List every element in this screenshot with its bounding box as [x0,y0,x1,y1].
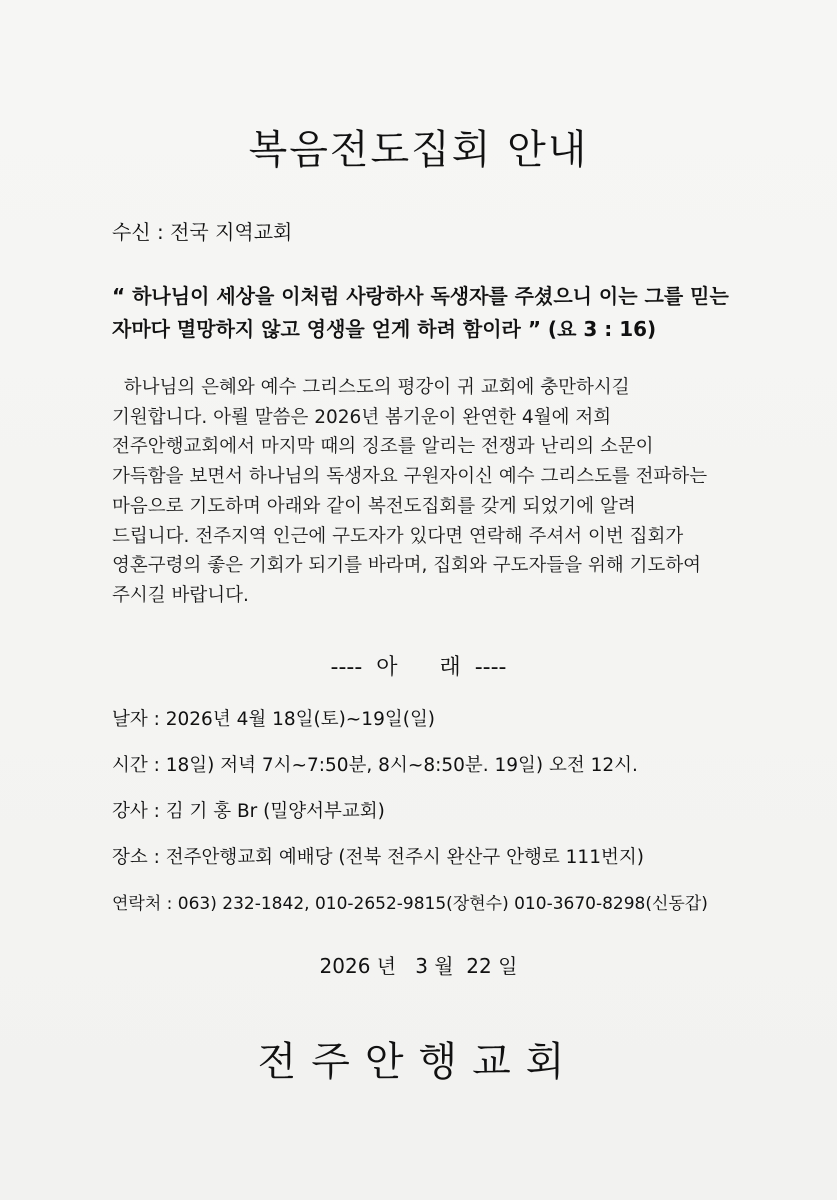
body-line: 영혼구령의 좋은 기회가 되기를 바라며, 집회와 구도자들을 위해 기도하여 [112,555,702,577]
verse-line: 자마다 멸망하지 않고 영생을 얻게 하려 함이라 ” (요 3 : 16) [112,317,657,341]
body-line: 전주안행교회에서 마지막 때의 징조를 알리는 전쟁과 난리의 소문이 [112,436,654,458]
section-divider: ---- 아 래 ---- [330,655,507,680]
detail-date: 날자 : 2026년 4월 18일(토)~19일(일) [112,709,436,730]
body-line: 마음으로 기도하며 아래와 같이 복전도집회를 갖게 되었기에 알려 [112,495,636,517]
detail-contact: 연락처 : 063) 232-1842, 010-2652-9815(장현수) 010-3670-8298(신동갑) [112,894,708,914]
page-title: 복음전도집회 안내 [248,127,589,173]
body-line: 가득함을 보면서 하나님의 독생자요 구원자이신 예수 그리스도를 전파하는 [112,466,708,488]
body-paragraph [112,373,732,611]
event-details [112,705,752,935]
detail-place: 장소 : 전주안행교회 예배당 (전북 전주시 완산구 안행로 111번지) [112,847,644,868]
detail-speaker: 강사 : 김 기 홍 Br (밀양서부교회) [112,801,385,822]
body-line: 기원합니다. 아뢸 말씀은 2026년 봄기운이 완연한 4월에 저희 [112,406,612,428]
church-name: 전주안행교회 [257,1039,580,1085]
issue-date: 2026 년 3 월 22 일 [319,954,518,978]
recipient-line: 수신 : 전국 지역교회 [112,220,293,244]
body-line: 드립니다. 전주지역 인근에 구도자가 있다면 연락해 주셔서 이번 집회가 [112,525,684,547]
body-line: 하나님의 은혜와 예수 그리스도의 평강이 귀 교회에 충만하시길 [112,377,630,398]
detail-time: 시간 : 18일) 저녁 7시~7:50분, 8시~8:50분. 19일) 오전 12시. [112,755,638,776]
verse-line: “ 하나님이 세상을 이처럼 사랑하사 독생자를 주셨으니 이는 그를 믿는 [112,284,729,308]
body-line: 주시길 바랍니다. [112,584,249,606]
bible-verse [112,280,732,346]
